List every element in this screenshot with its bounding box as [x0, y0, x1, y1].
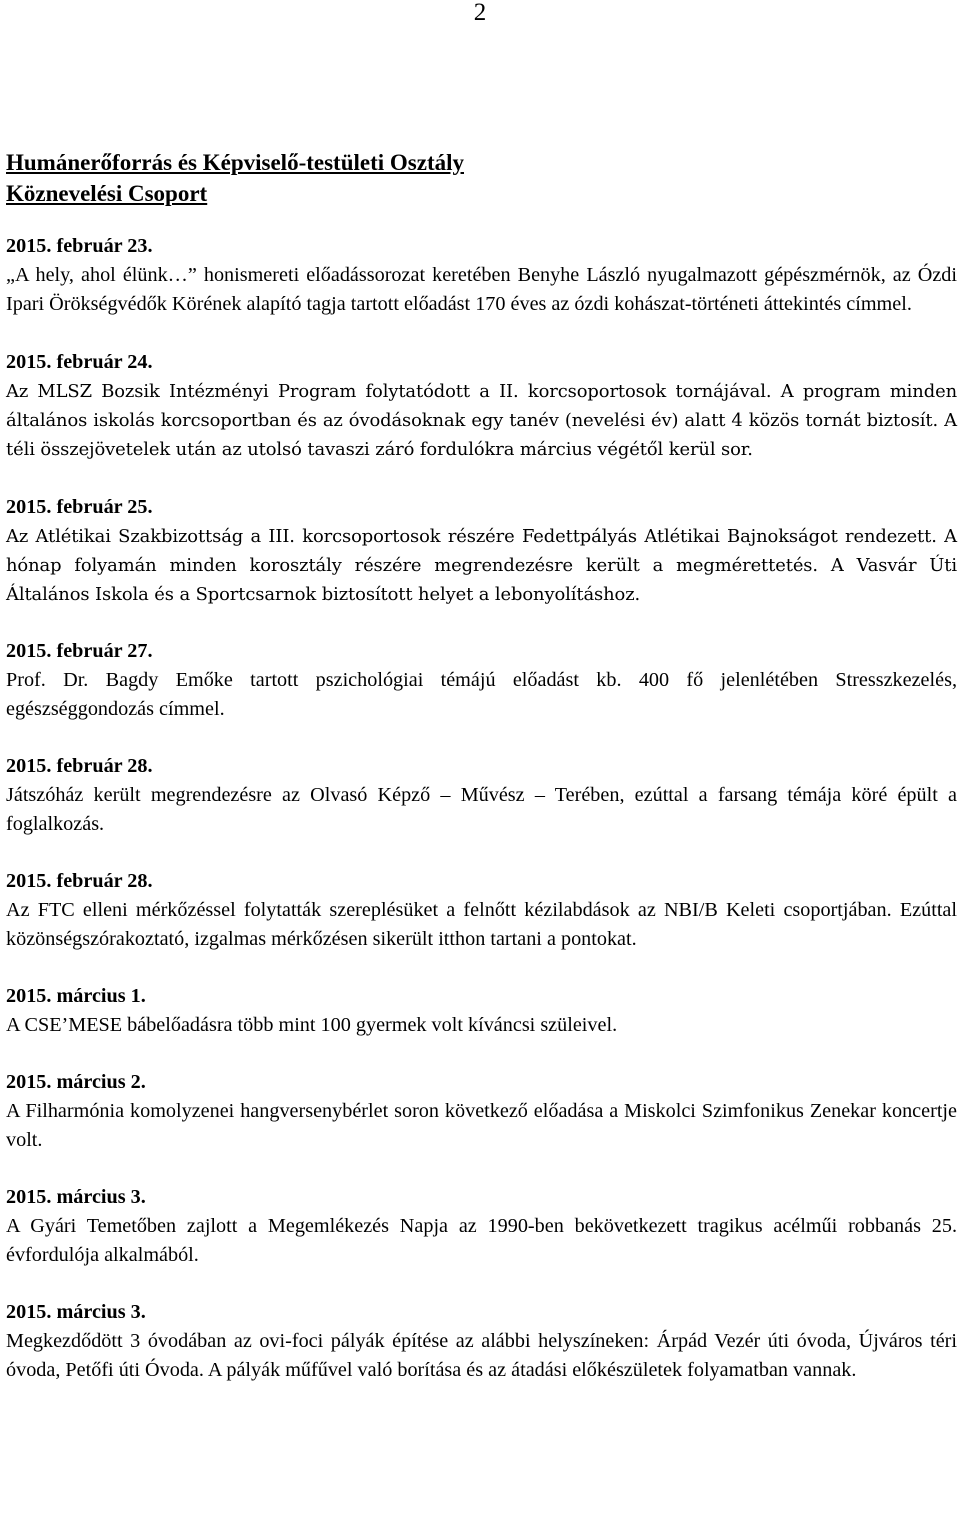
event-description: „A hely, ahol élünk…” honismereti előadássorozat keretében Benyhe László nyugalmazott gépészmérnök, az Ózdi Ipari Örökségvédők Körének alapító tagja tartott előadást 170 éves az ózdi kohászat-történeti áttekintés címmel. — [6, 264, 957, 315]
event-date: 2015. március 3. — [6, 1186, 146, 1208]
event-entry — [6, 1298, 957, 1385]
event-entry — [6, 348, 957, 464]
event-description: Megkezdődött 3 óvodában az ovi-foci pályák építése az alábbi helyszíneken: Árpád Vezér úti óvoda, Újváros téri óvoda, Petőfi úti Óvoda. A pályák műfűvel való borítása és az átadási előkészületek folyamatban vannak. — [6, 1330, 957, 1381]
event-list — [6, 232, 957, 1413]
event-description: Játszóház került megrendezésre az Olvasó Képző – Művész – Terében, ezúttal a farsang témája köré épült a foglalkozás. — [6, 784, 957, 835]
event-date: 2015. március 1. — [6, 985, 146, 1007]
event-date: 2015. február 25. — [6, 496, 153, 518]
event-description: A Gyári Temetőben zajlott a Megemlékezés Napja az 1990-ben bekövetkezett tragikus acélműi robbanás 25. évfordulója alkalmából. — [6, 1215, 957, 1266]
event-description: Az FTC elleni mérkőzéssel folytatták szereplésüket a felnőtt kézilabdások az NBI/B Keleti csoportjában. Ezúttal közönségszórakoztató, izgalmas mérkőzésen sikerült itthon tartani a pontokat. — [6, 899, 957, 950]
event-date: 2015. február 23. — [6, 235, 153, 257]
event-entry — [6, 493, 957, 609]
event-date: 2015. február 28. — [6, 870, 153, 892]
group-heading: Köznevelési Csoport — [6, 181, 208, 206]
page-number: 2 — [473, 0, 487, 26]
event-entry — [6, 637, 957, 724]
event-description: Az MLSZ Bozsik Intézményi Program folytatódott a II. korcsoportosok tornájával. A program minden általános iskolás korcsoportban és az óvodásoknak egy tanév (nevelési év) alatt 4 közös tornát biztosít. A téli összejövetelek után az utolsó tavaszi záró fordulókra március végétől kerül sor. — [6, 381, 957, 460]
event-entry — [6, 982, 957, 1040]
event-description: A Filharmónia komolyzenei hangversenybérlet soron következő előadása a Miskolci Szimfonikus Zenekar koncertje volt. — [6, 1100, 957, 1151]
event-date: 2015. március 2. — [6, 1071, 146, 1093]
event-date: 2015. február 28. — [6, 755, 153, 777]
event-description: Az Atlétikai Szakbizottság a III. korcsoportosok részére Fedettpályás Atlétikai Bajnokságot rendezett. A hónap folyamán minden korosztály részére megrendezésre került a megmérettetés. A Vasvár Úti Általános Iskola és a Sportcsarnok biztosított helyet a lebonyolításhoz. — [6, 526, 957, 605]
event-entry — [6, 1068, 957, 1155]
event-date: 2015. február 24. — [6, 351, 153, 373]
event-description: Prof. Dr. Bagdy Emőke tartott pszichológiai témájú előadást kb. 400 fő jelenlétében Stresszkezelés, egészséggondozás címmel. — [6, 669, 957, 720]
event-entry — [6, 867, 957, 954]
event-description: A CSE’MESE bábelőadásra több mint 100 gyermek volt kíváncsi szüleivel. — [6, 1014, 618, 1036]
event-entry — [6, 752, 957, 839]
event-date: 2015. február 27. — [6, 640, 153, 662]
event-date: 2015. március 3. — [6, 1301, 146, 1323]
event-entry — [6, 232, 957, 319]
event-entry — [6, 1183, 957, 1270]
department-heading: Humánerőforrás és Képviselő-testületi Osztály — [6, 150, 464, 175]
